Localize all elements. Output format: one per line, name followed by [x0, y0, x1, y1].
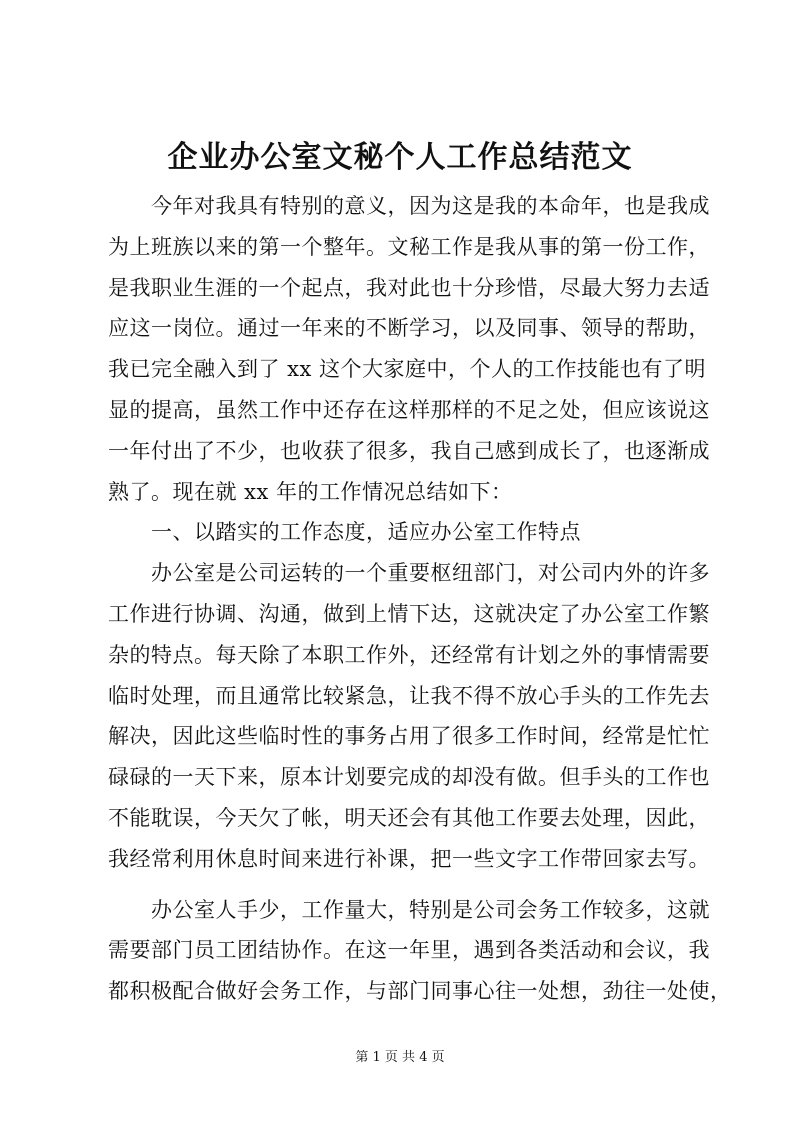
text-line: 不能耽误，今天欠了帐，明天还会有其他工作要去处理，因此， [108, 805, 710, 830]
text-line: 是我职业生涯的一个起点，我对此也十分珍惜，尽最大努力去适 [108, 275, 710, 300]
text-line: 需要部门员工团结协作。在这一年里，遇到各类活动和会议，我 [108, 938, 710, 963]
text-line: 解决，因此这些临时性的事务占用了很多工作时间，经常是忙忙 [108, 724, 710, 749]
text-line: 都积极配合做好会务工作，与部门同事心往一处想，劲往一处使， [108, 979, 732, 1004]
text-line: 熟了。现在就 xx 年的工作情况总结如下： [108, 479, 513, 504]
text-line: 临时处理，而且通常比较紧急，让我不得不放心手头的工作先去 [108, 683, 710, 708]
paragraph-teamwork [108, 890, 732, 1012]
text-line: 显的提高，虽然工作中还存在这样那样的不足之处，但应该说这 [108, 397, 710, 422]
text-line: 办公室人手少，工作量大，特别是公司会务工作较多，这就 [108, 897, 710, 922]
paragraph-intro [108, 186, 708, 512]
text-line: 为上班族以来的第一个整年。文秘工作是我从事的第一份工作， [108, 234, 710, 259]
text-line: 我经常利用休息时间来进行补课，把一些文字工作带回家去写。 [108, 846, 710, 871]
text-line: 应这一岗位。通过一年来的不断学习，以及同事、领导的帮助， [108, 316, 710, 341]
text-line: 杂的特点。每天除了本职工作外，还经常有计划之外的事情需要 [108, 642, 710, 667]
page-footer: 第 1 页 共 4 页 [355, 1050, 445, 1065]
document-title: 企业办公室文秘个人工作总结范文 [167, 140, 633, 175]
text-line: 办公室是公司运转的一个重要枢纽部门，对公司内外的许多 [108, 561, 710, 586]
text-line: 我已完全融入到了 xx 这个大家庭中，个人的工作技能也有了明 [108, 357, 707, 382]
paragraph-office-duties [108, 553, 708, 879]
paragraph-gap [108, 880, 708, 890]
document-body [108, 186, 732, 1012]
heading-line: 一、以踏实的工作态度，适应办公室工作特点 [108, 520, 581, 545]
section-heading [108, 512, 708, 553]
text-line: 今年对我具有特别的意义，因为这是我的本命年，也是我成 [108, 194, 710, 218]
text-line: 碌碌的一天下来，原本计划要完成的却没有做。但手头的工作也 [108, 765, 710, 790]
text-line: 工作进行协调、沟通，做到上情下达，这就决定了办公室工作繁 [108, 601, 710, 626]
text-line: 一年付出了不少，也收获了很多，我自己感到成长了，也逐渐成 [108, 438, 710, 463]
